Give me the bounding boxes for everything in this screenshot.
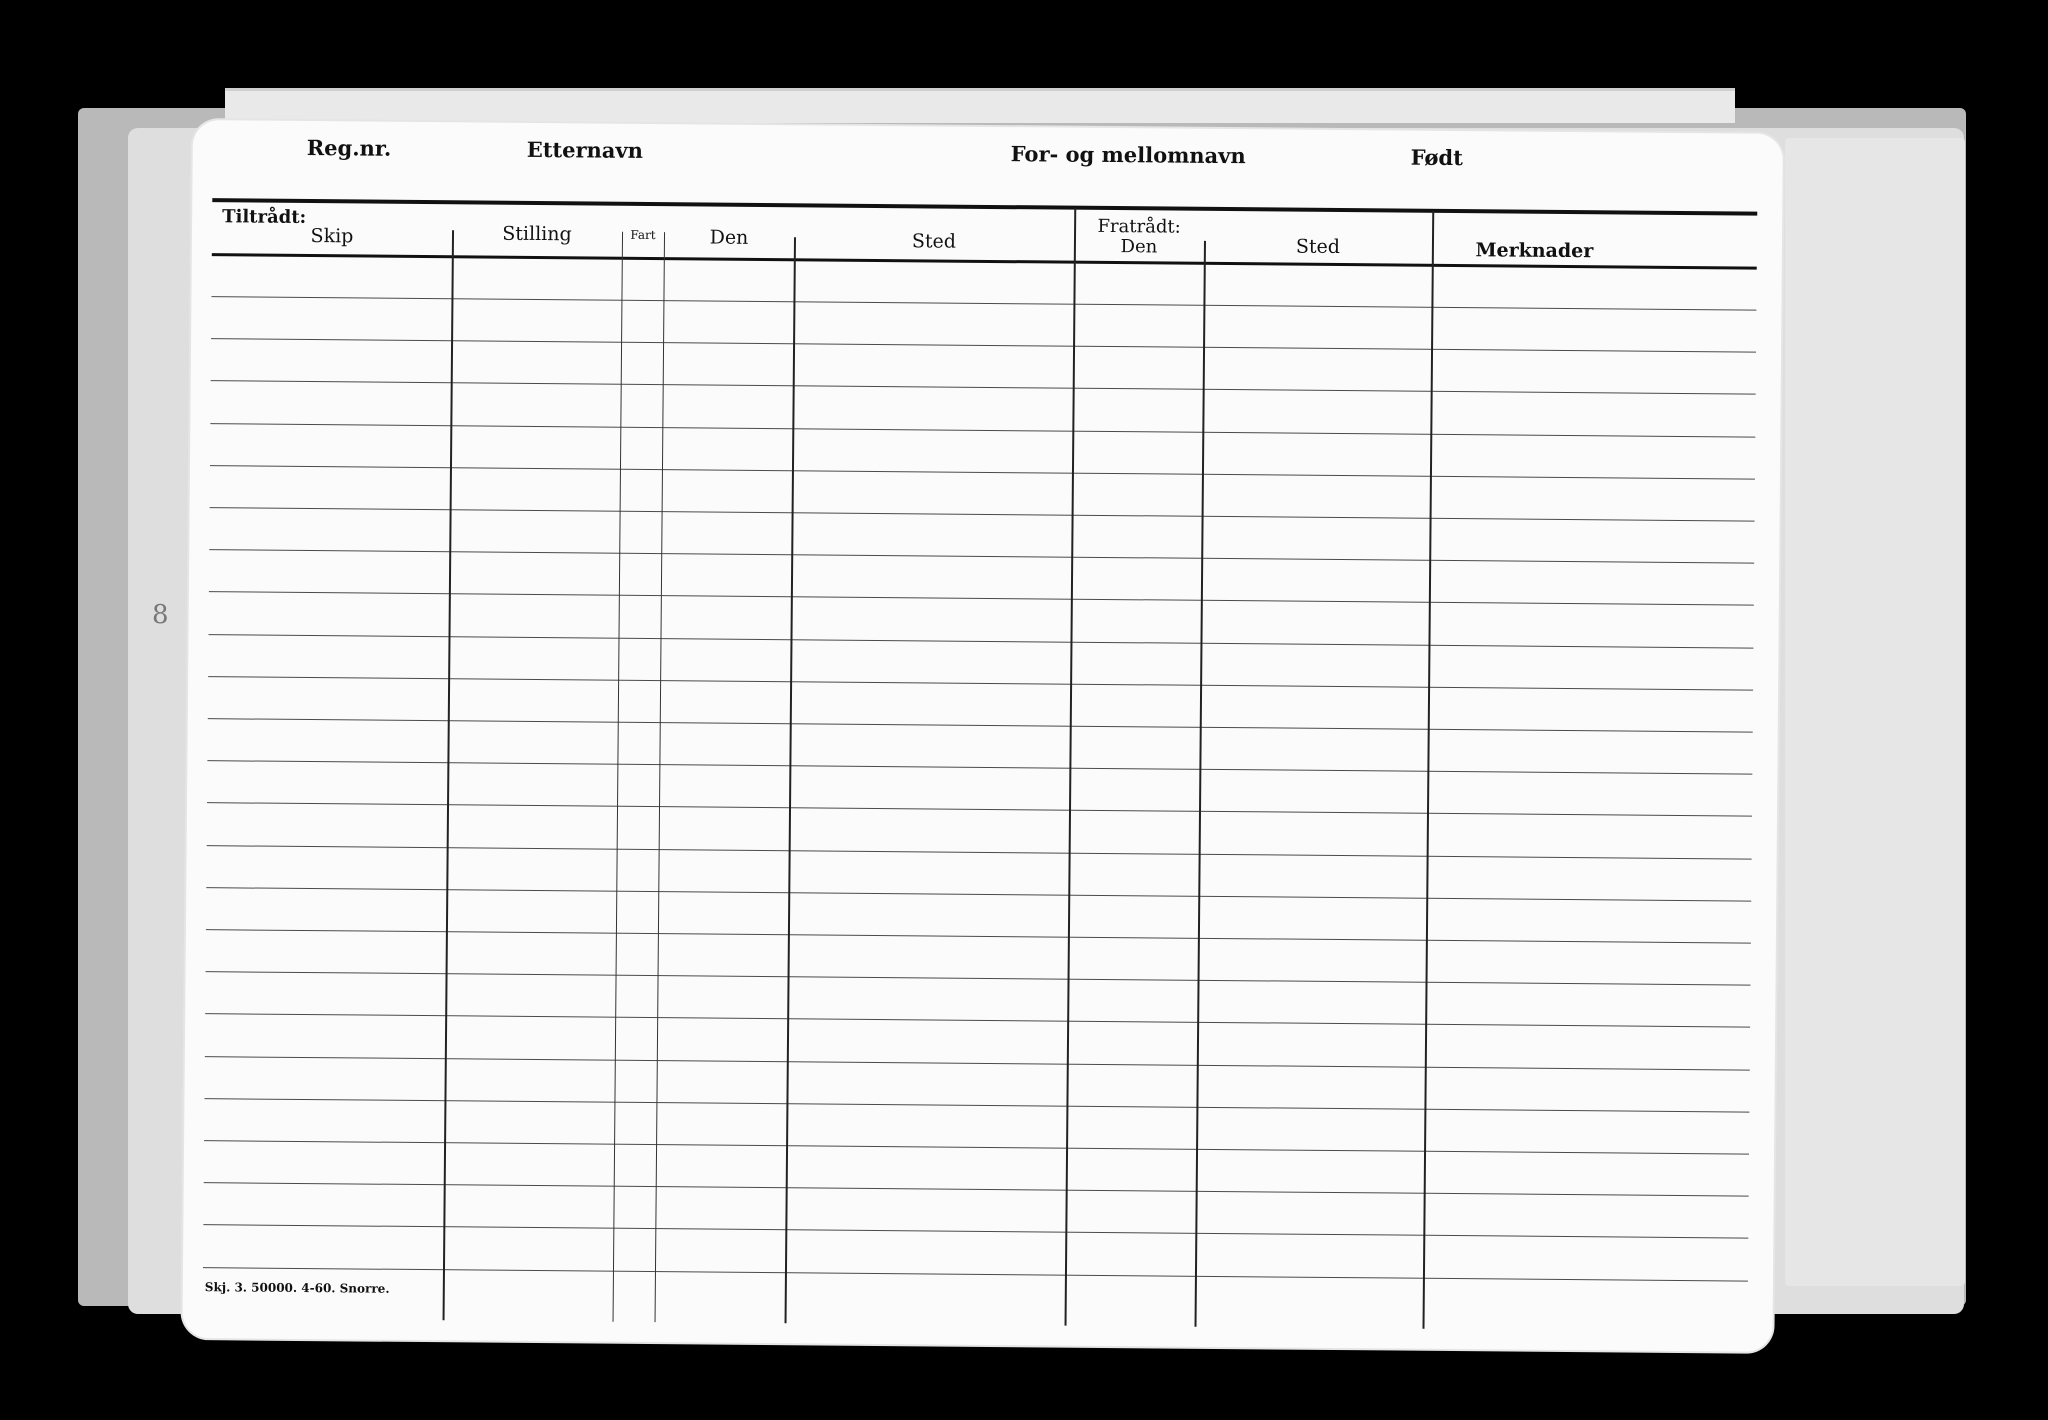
col-head-skip: Skip	[310, 225, 354, 248]
table-row-line	[211, 338, 1756, 352]
table-row-line	[209, 592, 1754, 606]
tiltradt-label: Tiltrådt:	[222, 206, 307, 228]
column-divider	[1195, 241, 1206, 1327]
table-row-line	[209, 549, 1754, 563]
table-row-line	[211, 296, 1756, 310]
etternavn-label: Etternavn	[526, 136, 644, 163]
table-row-line	[210, 507, 1755, 521]
column-divider	[1065, 208, 1077, 1326]
column-divider	[785, 237, 796, 1323]
table-row-line	[207, 845, 1752, 859]
table-row-line	[205, 1056, 1750, 1070]
table-row-line	[205, 1014, 1750, 1028]
col-head-fratradt-sted: Sted	[1295, 235, 1341, 259]
table-row-line	[206, 929, 1751, 943]
table-row-line	[208, 676, 1753, 690]
header-rule	[212, 198, 1757, 215]
fratradt-label: Fratrådt:	[1097, 215, 1181, 238]
for-og-mellomnavn-label: For- og mellomnavn	[1010, 141, 1246, 169]
column-divider	[443, 230, 455, 1320]
registration-card	[182, 120, 1783, 1352]
table-row-line	[207, 803, 1752, 817]
table-row-line	[206, 971, 1751, 985]
reg-nr-label: Reg.nr.	[306, 134, 392, 161]
table-row-line	[204, 1182, 1749, 1196]
print-footer: Skj. 3. 50000. 4-60. Snorre.	[204, 1280, 390, 1296]
col-head-fratradt-den: Den	[1120, 236, 1158, 258]
table-row-line	[203, 1267, 1748, 1281]
card-stack-top-strip	[225, 88, 1735, 123]
card-stack-right-edge	[1785, 138, 1965, 1286]
table-row-line	[203, 1225, 1748, 1239]
col-head-stilling: Stilling	[502, 222, 572, 246]
table-row-line	[210, 423, 1755, 437]
col-head-merknader: Merknader	[1475, 239, 1594, 263]
pencil-mark: 8	[152, 600, 169, 630]
table-row-line	[209, 634, 1754, 648]
table-row-line	[210, 465, 1755, 479]
col-head-sted: Sted	[911, 230, 957, 253]
column-divider	[613, 232, 624, 1322]
fodt-label: Født	[1410, 144, 1463, 171]
table-row-line	[207, 760, 1752, 774]
table-row-line	[208, 718, 1753, 732]
column-divider	[1422, 211, 1434, 1329]
col-head-den: Den	[709, 226, 749, 249]
column-divider	[655, 232, 666, 1322]
table-row-line	[211, 381, 1756, 395]
table-row-line	[206, 887, 1751, 901]
col-head-fart: Fart	[630, 227, 656, 243]
table-row-line	[204, 1098, 1749, 1112]
table-row-line	[204, 1140, 1749, 1154]
